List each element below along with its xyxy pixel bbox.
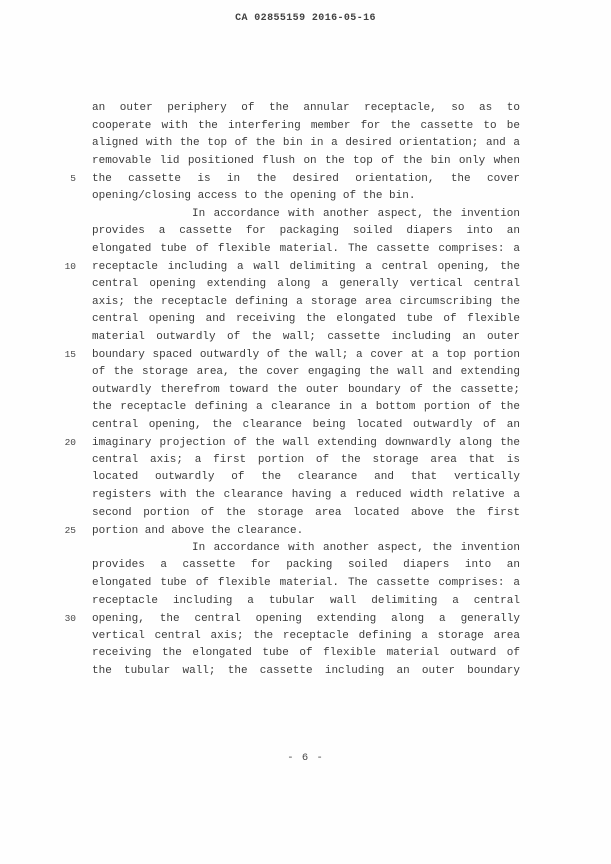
line-text: boundary spaced outwardly of the wall; a cover at a top portion <box>92 349 520 362</box>
text-line <box>60 610 520 628</box>
line-text: elongated tube of flexible material. The cassette comprises: a <box>92 577 520 590</box>
line-text: opening/closing access to the opening of the bin. <box>92 189 416 202</box>
text-line <box>60 364 520 382</box>
line-text: the tubular wall; the cassette including an outer boundary <box>92 665 520 677</box>
line-number: 10 <box>64 261 76 273</box>
line-number: 5 <box>70 173 76 185</box>
line-number: 30 <box>64 613 76 625</box>
line-text: material outwardly of the wall; cassette including an outer <box>92 330 520 343</box>
line-number: 15 <box>64 349 76 361</box>
text-line <box>60 469 520 487</box>
text-line <box>60 329 520 347</box>
line-text: central opening and receiving the elongated tube of flexible <box>92 313 520 326</box>
text-line <box>60 417 520 435</box>
line-text: of the storage area, the cover engaging the wall and extending <box>92 365 520 378</box>
line-text: central opening, the clearance being located outwardly of an <box>92 418 520 431</box>
line-text: imaginary projection of the wall extending downwardly along the <box>92 437 520 450</box>
line-text: elongated tube of flexible material. The cassette comprises: a <box>92 242 520 255</box>
text-line <box>60 276 520 294</box>
text-line <box>60 170 520 188</box>
line-text: In accordance with another aspect, the invention <box>192 207 520 220</box>
line-number: 25 <box>64 525 76 537</box>
text-line <box>60 628 520 646</box>
text-line <box>60 557 520 575</box>
text-line <box>60 206 520 224</box>
text-line <box>60 452 520 470</box>
text-line <box>60 382 520 400</box>
text-line <box>60 663 520 681</box>
line-text: cooperate with the interfering member for the cassette to be <box>92 119 520 132</box>
text-line <box>60 241 520 259</box>
text-line <box>60 311 520 329</box>
line-text: provides a cassette for packing soiled diapers into an <box>92 559 520 572</box>
text-line <box>60 522 520 540</box>
text-line <box>60 593 520 611</box>
line-number: 20 <box>64 437 76 449</box>
line-text: receptacle including a tubular wall delimiting a central <box>92 594 520 607</box>
text-line <box>60 346 520 364</box>
page-number: - 6 - <box>287 752 324 764</box>
line-text: vertical central axis; the receptacle defining a storage area <box>92 629 520 642</box>
text-line <box>60 153 520 171</box>
text-line <box>60 645 520 663</box>
line-text: located outwardly of the clearance and that vertically <box>92 471 520 484</box>
text-line <box>60 188 520 206</box>
text-line <box>60 575 520 593</box>
line-text: the receptacle defining a clearance in a bottom portion of the <box>92 401 520 414</box>
text-line <box>60 135 520 153</box>
text-line <box>60 223 520 241</box>
line-text: receiving the elongated tube of flexible material outward of <box>92 647 520 660</box>
text-line <box>60 294 520 312</box>
document-id-header: CA 02855159 2016-05-16 <box>235 13 376 24</box>
line-text: central opening extending along a generally vertical central <box>92 277 520 290</box>
line-text: axis; the receptacle defining a storage area circumscribing the <box>92 295 520 308</box>
patent-text-body <box>60 100 520 681</box>
line-text: removable lid positioned flush on the top of the bin only when <box>92 154 520 167</box>
line-text: central axis; a first portion of the storage area that is <box>92 453 520 466</box>
line-text: second portion of the storage area located above the first <box>92 506 520 519</box>
text-line <box>60 434 520 452</box>
line-text: opening, the central opening extending along a generally <box>92 613 520 626</box>
text-line <box>60 540 520 558</box>
line-text: provides a cassette for packaging soiled diapers into an <box>92 225 520 238</box>
line-text: an outer periphery of the annular receptacle, so as to <box>92 102 520 114</box>
text-line <box>60 487 520 505</box>
text-line <box>60 100 520 118</box>
text-line <box>60 258 520 276</box>
line-text: the cassette is in the desired orientation, the cover <box>92 173 520 186</box>
line-text: aligned with the top of the bin in a desired orientation; and a <box>92 137 520 150</box>
line-text: In accordance with another aspect, the invention <box>192 541 520 554</box>
text-line <box>60 399 520 417</box>
line-text: outwardly therefrom toward the outer boundary of the cassette; <box>92 383 520 396</box>
line-text: portion and above the clearance. <box>92 525 304 538</box>
text-line <box>60 118 520 136</box>
line-text: registers with the clearance having a reduced width relative a <box>92 489 520 502</box>
text-line <box>60 505 520 523</box>
line-text: receptacle including a wall delimiting a central opening, the <box>92 261 520 274</box>
